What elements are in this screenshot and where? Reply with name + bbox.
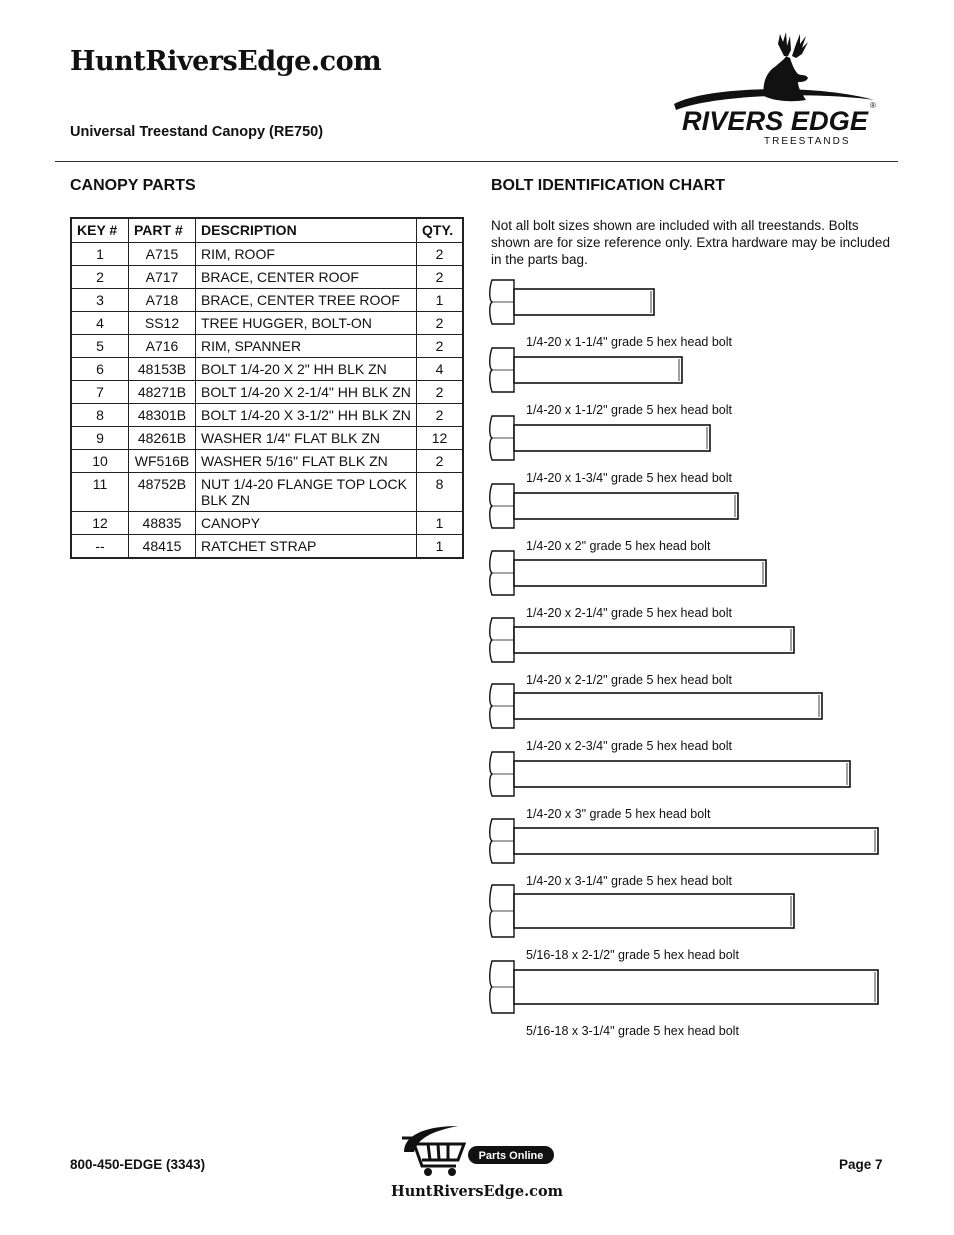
table-row	[71, 404, 463, 427]
canopy-parts-table	[70, 217, 464, 559]
parts-online-logo	[398, 1122, 558, 1178]
bolt-10	[490, 961, 878, 1038]
cell-qty: 2	[417, 450, 464, 473]
table-row	[71, 335, 463, 358]
table-header-row	[71, 218, 463, 243]
cell-part: 48835	[129, 512, 196, 535]
bolt-label: 1/4-20 x 1-1/2" grade 5 hex head bolt	[526, 403, 732, 417]
bolt-shank	[514, 693, 822, 719]
cell-description: WASHER 5/16" FLAT BLK ZN	[196, 450, 417, 473]
cell-part: 48261B	[129, 427, 196, 450]
bolt-shank	[514, 425, 710, 451]
cell-part: A715	[129, 243, 196, 266]
cell-key: 11	[71, 473, 129, 512]
footer-phone: 800-450-EDGE (3343)	[70, 1157, 206, 1172]
table-row	[71, 535, 463, 559]
cell-description: BOLT 1/4-20 X 2" HH BLK ZN	[196, 358, 417, 381]
bolt-label: 1/4-20 x 2" grade 5 hex head bolt	[526, 539, 711, 553]
cell-qty: 12	[417, 427, 464, 450]
table-row	[71, 243, 463, 266]
cell-part: 48415	[129, 535, 196, 559]
cell-part: WF516B	[129, 450, 196, 473]
bolt-label: 1/4-20 x 1-3/4" grade 5 hex head bolt	[526, 471, 732, 485]
bolt-7	[490, 752, 850, 821]
page-number: Page 7	[839, 1157, 883, 1172]
bolt-4	[490, 551, 766, 620]
cell-qty: 2	[417, 335, 464, 358]
cell-key: 10	[71, 450, 129, 473]
bolt-shank	[514, 493, 738, 519]
cell-part: SS12	[129, 312, 196, 335]
cell-description: BOLT 1/4-20 X 2-1/4" HH BLK ZN	[196, 381, 417, 404]
table-row	[71, 427, 463, 450]
cell-description: RIM, SPANNER	[196, 335, 417, 358]
logo-tagline: TREESTANDS	[764, 136, 851, 147]
bolt-chart-note: Not all bolt sizes shown are included with all treestands. Bolts shown are for size reference only. Extra hardware may be included in the parts bag.	[491, 218, 890, 267]
bolt-label: 1/4-20 x 2-1/2" grade 5 hex head bolt	[526, 673, 732, 687]
site-title: HuntRiversEdge.com	[70, 46, 382, 77]
header-divider	[55, 161, 898, 162]
logo-registered-mark: ®	[870, 101, 876, 110]
cell-key: 5	[71, 335, 129, 358]
bolt-label: 5/16-18 x 3-1/4" grade 5 hex head bolt	[526, 1024, 739, 1038]
bolt-shank	[514, 357, 682, 383]
cell-part: 48752B	[129, 473, 196, 512]
table-row	[71, 450, 463, 473]
cell-qty: 1	[417, 535, 464, 559]
table-row	[71, 512, 463, 535]
cell-part: 48301B	[129, 404, 196, 427]
bolt-shank	[514, 627, 794, 653]
cell-description: TREE HUGGER, BOLT-ON	[196, 312, 417, 335]
table-row	[71, 289, 463, 312]
document-subtitle: Universal Treestand Canopy (RE750)	[70, 124, 324, 140]
table-row	[71, 473, 463, 512]
bolt-chart-title: BOLT IDENTIFICATION CHART	[491, 177, 726, 194]
cell-key: 7	[71, 381, 129, 404]
parts-online-label: Parts Online	[478, 1150, 544, 1162]
cell-description: NUT 1/4-20 FLANGE TOP LOCK BLK ZN	[196, 473, 417, 512]
rivers-edge-logo	[668, 26, 880, 148]
bolt-8	[490, 819, 878, 888]
bolt-2	[490, 416, 733, 485]
cell-part: 48271B	[129, 381, 196, 404]
column-header-key: KEY #	[71, 218, 129, 243]
cell-qty: 8	[417, 473, 464, 512]
cell-description: WASHER 1/4" FLAT BLK ZN	[196, 427, 417, 450]
cell-part: 48153B	[129, 358, 196, 381]
bolt-shank	[514, 289, 654, 315]
bolt-9	[490, 885, 794, 962]
cell-description: RIM, ROOF	[196, 243, 417, 266]
table-row	[71, 266, 463, 289]
bolt-6	[490, 684, 822, 753]
footer-site: HuntRiversEdge.com	[391, 1183, 563, 1200]
cell-key: 3	[71, 289, 129, 312]
column-header-description: DESCRIPTION	[196, 218, 417, 243]
cell-key: --	[71, 535, 129, 559]
cell-description: BRACE, CENTER TREE ROOF	[196, 289, 417, 312]
canopy-parts-title: CANOPY PARTS	[70, 177, 196, 194]
cell-part: A717	[129, 266, 196, 289]
bolt-label: 1/4-20 x 3-1/4" grade 5 hex head bolt	[526, 874, 732, 888]
bolt-3	[490, 484, 738, 553]
cell-description: CANOPY	[196, 512, 417, 535]
bolt-label: 5/16-18 x 2-1/2" grade 5 hex head bolt	[526, 948, 739, 962]
bolt-label: 1/4-20 x 3" grade 5 hex head bolt	[526, 807, 711, 821]
table-row	[71, 381, 463, 404]
cell-key: 8	[71, 404, 129, 427]
bolt-0	[490, 280, 733, 349]
column-header-part: PART #	[129, 218, 196, 243]
cell-qty: 1	[417, 289, 464, 312]
bolt-shank	[514, 761, 850, 787]
cell-qty: 4	[417, 358, 464, 381]
cell-qty: 2	[417, 404, 464, 427]
bolt-identification-chart	[488, 272, 888, 1062]
cell-qty: 2	[417, 243, 464, 266]
table-row	[71, 312, 463, 335]
column-header-qty: QTY.	[417, 218, 464, 243]
bolt-label: 1/4-20 x 2-1/4" grade 5 hex head bolt	[526, 606, 732, 620]
bolt-5	[490, 618, 794, 687]
cell-qty: 2	[417, 381, 464, 404]
bolt-label: 1/4-20 x 2-3/4" grade 5 hex head bolt	[526, 739, 732, 753]
cell-description: RATCHET STRAP	[196, 535, 417, 559]
cell-key: 12	[71, 512, 129, 535]
table-row	[71, 358, 463, 381]
bolt-1	[490, 348, 733, 417]
cell-qty: 2	[417, 312, 464, 335]
logo-wordmark: RIVERS EDGE	[682, 106, 869, 136]
cell-part: A718	[129, 289, 196, 312]
cell-part: A716	[129, 335, 196, 358]
cell-description: BRACE, CENTER ROOF	[196, 266, 417, 289]
cell-key: 9	[71, 427, 129, 450]
cell-key: 1	[71, 243, 129, 266]
cell-description: BOLT 1/4-20 X 3-1/2" HH BLK ZN	[196, 404, 417, 427]
bolt-shank	[514, 894, 794, 928]
bolt-shank	[514, 560, 766, 586]
cell-key: 2	[71, 266, 129, 289]
cell-key: 6	[71, 358, 129, 381]
bolt-shank	[514, 828, 878, 854]
cell-qty: 2	[417, 266, 464, 289]
cell-qty: 1	[417, 512, 464, 535]
cell-key: 4	[71, 312, 129, 335]
bolt-label: 1/4-20 x 1-1/4" grade 5 hex head bolt	[526, 335, 732, 349]
bolt-shank	[514, 970, 878, 1004]
